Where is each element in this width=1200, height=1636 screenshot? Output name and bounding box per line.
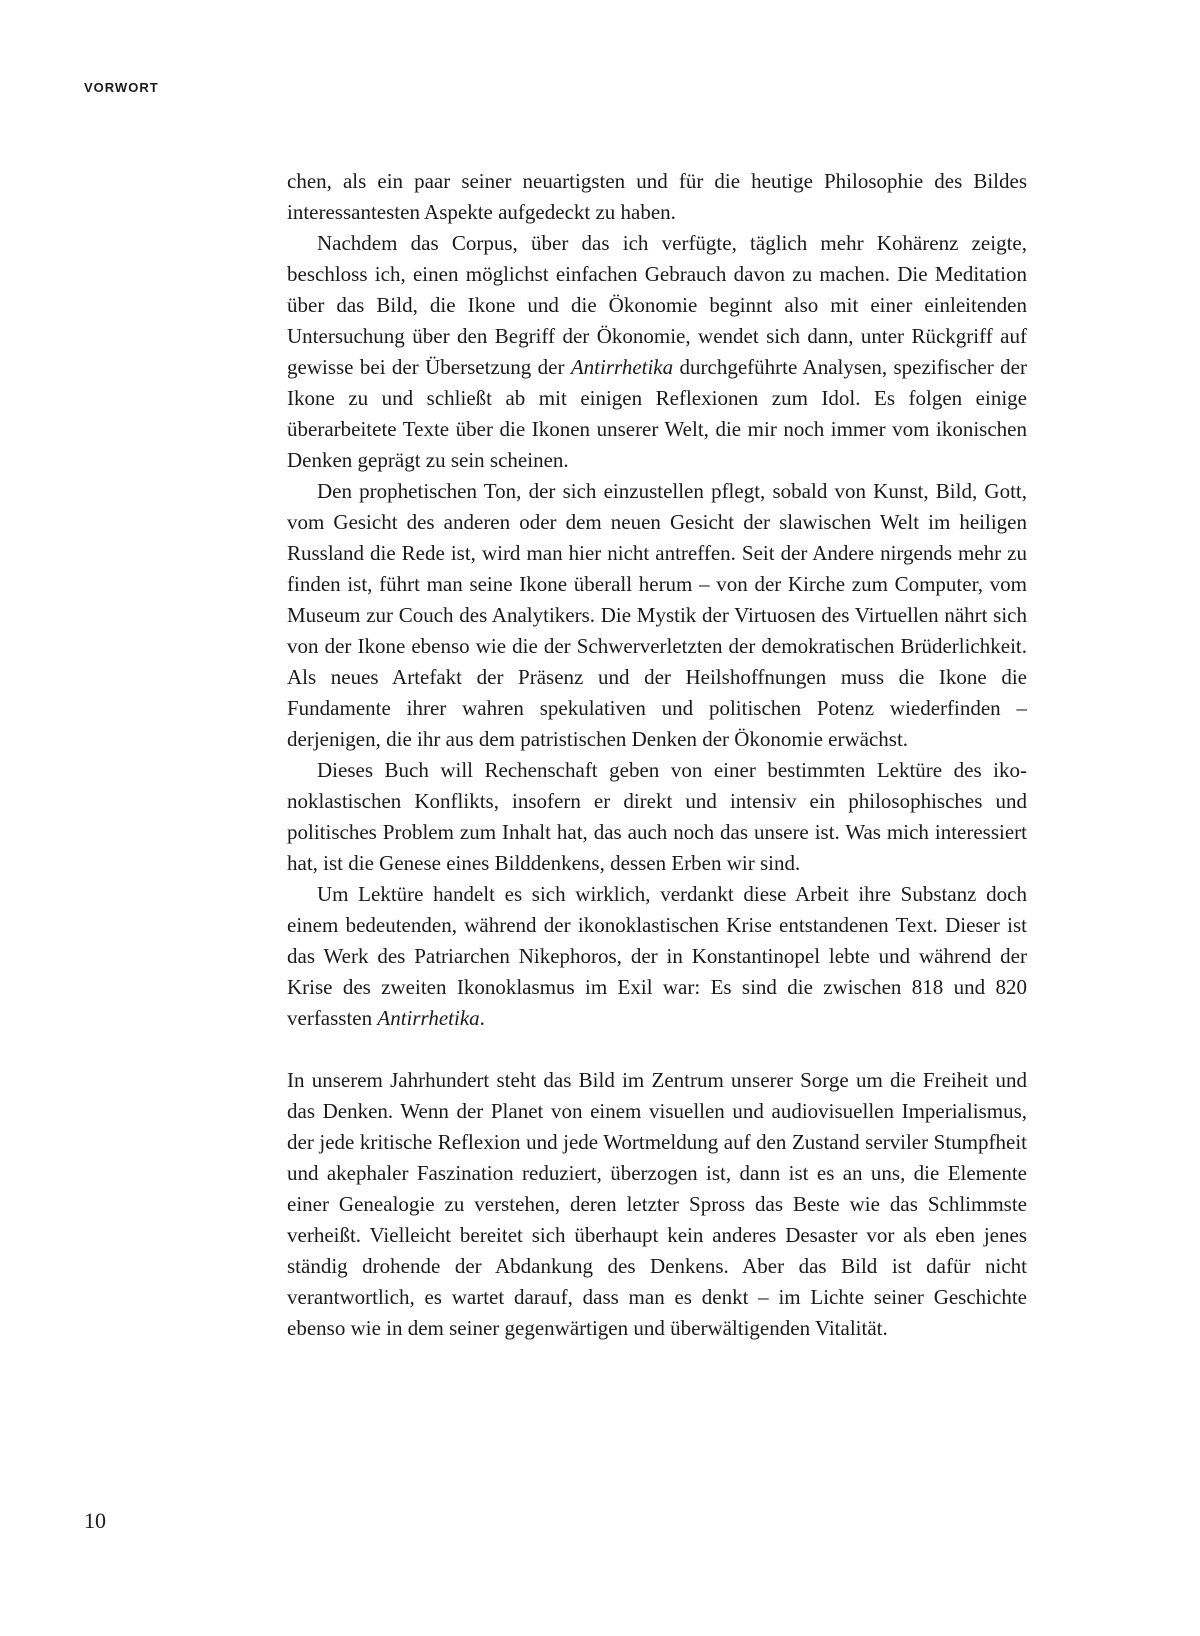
- paragraph: [287, 755, 1027, 879]
- italic-title: Antirrhetika: [570, 355, 674, 379]
- page-number: 10: [84, 1508, 106, 1533]
- paragraph: [287, 879, 1027, 1034]
- paragraph-text: durchgeführte Analysen, spezifischer der Ikone zu und schließt ab mit einigen Reflexionen zum Idol. Es folgen einige überarbeitete Texte über die Ikonen unserer Welt, die mir noch immer vom ikonischen Denken geprägt zu sein scheinen.: [287, 355, 1027, 472]
- paragraph: [287, 228, 1027, 476]
- paragraph-text: In unserem Jahrhundert steht das Bild im Zentrum unserer Sorge um die Freiheit und das Denken. Wenn der Planet von einem visuellen und audiovisuellen Imperialismus, der jede kritische Reflexion und jede Wortmeldung auf den Zustand serviler Stumpfheit und akephaler Faszination reduziert, überzogen ist, dann ist es an uns, die Elemente einer Genealogie zu verstehen, deren letzter Spross das Beste wie das Schlimmste verheißt. Vielleicht bereitet sich überhaupt kein anderes Desaster vor als eben jenes ständig drohende der Abdankung des Denkens. Aber das Bild ist dafür nicht verantwortlich, es wartet darauf, dass man es denkt – im Lichte seiner Geschichte ebenso wie in dem seiner gegenwärtigen und überwältigenden Vitalität.: [287, 1068, 1027, 1340]
- body-text: [287, 166, 1027, 1344]
- paragraph-text: Um Lektüre handelt es sich wirklich, verdankt diese Arbeit ihre Substanz doch einem bedeutenden, während der ikonoklastischen Krise entstandenen Text. Dieser ist das Werk des Patriarchen Nikephoros, der in Konstantinopel lebte und während der Krise des zweiten Ikonoklasmus im Exil war: Es sind die zwischen 818 und 820 verfassten: [287, 882, 1027, 1030]
- paragraph-text: .: [479, 1006, 485, 1030]
- italic-title: Antirrhetika: [377, 1006, 480, 1030]
- paragraph-text: Den prophetischen Ton, der sich einzustellen pflegt, sobald von Kunst, Bild, Gott, vom Gesicht des anderen oder dem neuen Gesicht der slawischen Welt im heiligen Russland die Rede ist, wird man hier nicht antreffen. Seit der Andere nirgends mehr zu finden ist, führt man seine Ikone überall herum – von der Kirche zum Computer, vom Museum zur Couch des Analytikers. Die Mystik der Virtuosen des Virtuellen nährt sich von der Ikone ebenso wie die der Schwerverletzten der demokratischen Brüderlichkeit. Als neues Artefakt der Präsenz und der Heilshoffnungen muss die Ikone die Fundamente ihrer wahren spekulativen und politischen Potenz wiederfinden – derjenigen, die ihr aus dem patristischen Denken der Ökonomie erwächst.: [287, 479, 1027, 751]
- paragraph-text: chen, als ein paar seiner neuartigsten und für die heutige Philosophie des Bildes interessantesten Aspekte aufgedeckt zu haben.: [287, 169, 1027, 224]
- running-head: VORWORT: [84, 80, 159, 95]
- paragraph-continuation: [287, 166, 1027, 228]
- paragraph-text: Nachdem das Corpus, über das ich verfügte, täglich mehr Kohärenz zeigte, beschloss ich, einen möglichst einfachen Gebrauch davon zu machen. Die Meditation über das Bild, die Ikone und die Ökonomie beginnt also mit einer einleitenden Untersuchung über den Begriff der Ökonomie, wendet sich dann, unter Rückgriff auf gewisse bei der Übersetzung der: [287, 231, 1027, 379]
- paragraph-text: Dieses Buch will Rechenschaft geben von einer bestimmten Lektüre des ikonoklastischen Konflikts, insofern er direkt und intensiv ein philosophisches und politisches Problem zum Inhalt hat, das auch noch das unsere ist. Was mich interessiert hat, ist die Genese eines Bilddenkens, dessen Erben wir sind.: [287, 758, 1027, 875]
- paragraph: [287, 476, 1027, 755]
- paragraph-section-start: [287, 1065, 1027, 1344]
